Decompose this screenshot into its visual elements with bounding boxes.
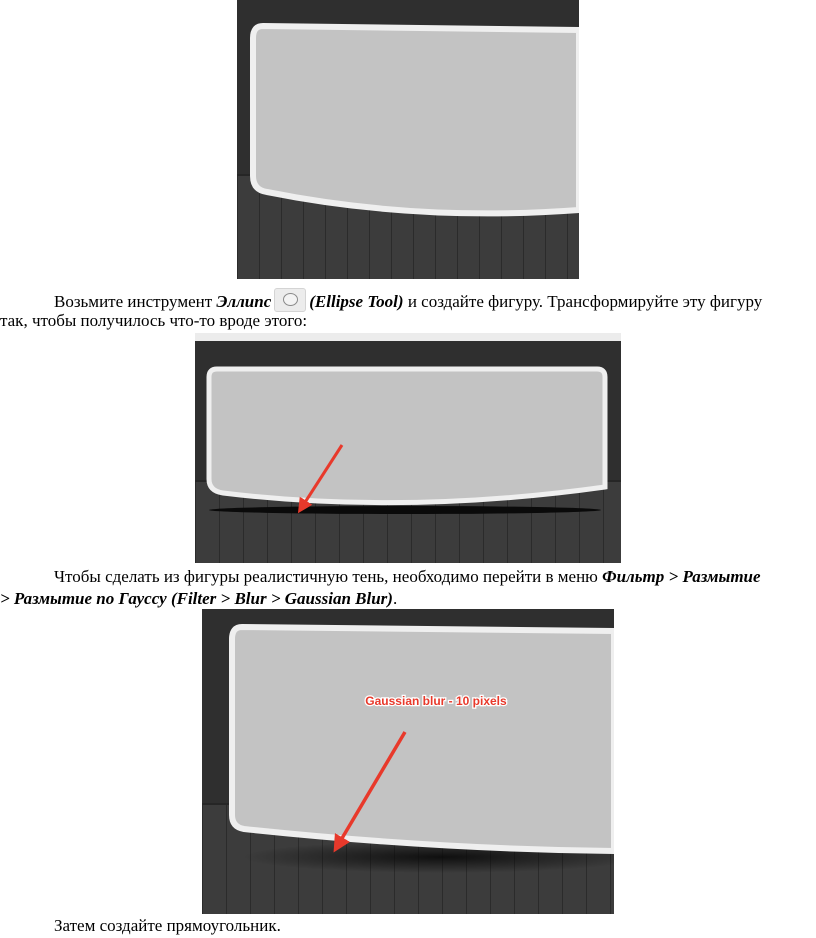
paragraph-gaussian-blur-line2 bbox=[0, 588, 397, 609]
paragraph-ellipse-tool bbox=[0, 288, 762, 312]
paragraph-rectangle bbox=[54, 915, 281, 936]
menu-path-line1: Фильтр > Размытие bbox=[602, 567, 761, 586]
menu-path-line2: > Размытие по Гауссу (Filter > Blur > Gaussian Blur) bbox=[0, 589, 393, 608]
text: Чтобы сделать из фигуры реалистичную тень, необходимо перейти в меню bbox=[54, 567, 603, 586]
text: . bbox=[392, 589, 398, 608]
figure-2-image bbox=[195, 333, 621, 563]
text: и создайте фигуру. Трансформируйте эту фигуру bbox=[403, 292, 763, 311]
term-ellipse-ru: Эллипс bbox=[216, 292, 272, 311]
figure-3-image bbox=[202, 609, 614, 914]
figure-1-image bbox=[237, 0, 579, 279]
ellipse-tool-icon bbox=[274, 288, 306, 312]
paragraph-gaussian-blur bbox=[0, 566, 761, 587]
annotation-gaussian-blur: Gaussian blur - 10 pixels bbox=[365, 694, 507, 708]
paragraph-ellipse-tool-line2: так, чтобы получилось что-то вроде этого: bbox=[0, 311, 308, 330]
text: Затем создайте прямоугольник. bbox=[54, 916, 281, 935]
text: Возьмите инструмент bbox=[54, 292, 217, 311]
term-ellipse-en: (Ellipse Tool) bbox=[309, 292, 404, 311]
